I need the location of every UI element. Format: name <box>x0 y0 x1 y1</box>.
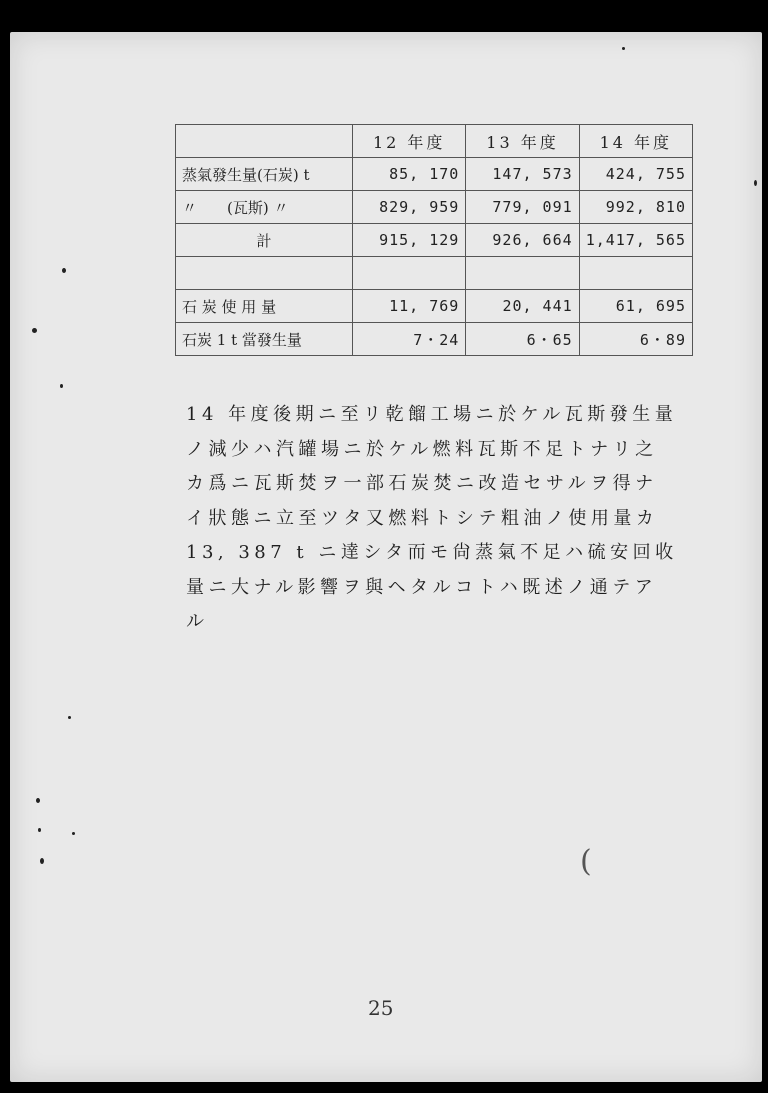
body-paragraph <box>186 398 756 640</box>
table-row <box>176 191 693 224</box>
table-cell: 779, 091 <box>466 191 579 224</box>
body-line: ル <box>186 611 209 632</box>
table-cell: 926, 664 <box>466 224 579 257</box>
data-table <box>175 124 693 356</box>
table-cell: 20, 441 <box>466 290 579 323</box>
table-cell: 6・65 <box>466 323 579 356</box>
row-label: 計 <box>176 224 353 257</box>
scan-speck <box>754 180 757 186</box>
table-row <box>176 323 693 356</box>
table-row <box>176 224 693 257</box>
scan-speck <box>622 47 625 50</box>
row-label <box>176 257 353 290</box>
scan-speck <box>62 268 66 273</box>
table-cell: 1,417, 565 <box>579 224 692 257</box>
table-cell: 424, 755 <box>579 158 692 191</box>
table-row <box>176 290 693 323</box>
body-line: カ爲ニ瓦斯焚ヲ一部石炭焚ニ改造セサルヲ得ナ <box>186 473 658 494</box>
scan-speck <box>36 798 40 803</box>
body-line: ノ減少ハ汽罐場ニ於ケル燃料瓦斯不足トナリ之 <box>186 438 658 460</box>
body-line: 14 年度後期ニ至リ乾餾工場ニ於ケル瓦斯發生量 <box>186 404 678 425</box>
body-line: 量ニ大ナル影響ヲ與ヘタルコトハ既述ノ通テア <box>186 576 658 598</box>
data-table-container <box>175 124 693 356</box>
header-cell-year-13: 13 年度 <box>466 125 579 158</box>
table-cell: 829, 959 <box>353 191 466 224</box>
table-cell: 992, 810 <box>579 191 692 224</box>
scan-speck <box>32 328 37 333</box>
table-cell: 915, 129 <box>353 224 466 257</box>
body-line: 13, 387 t ニ達シタ而モ尙蒸氣不足ハ硫安回收 <box>186 542 678 563</box>
row-label: 石 炭 使 用 量 <box>176 290 353 323</box>
row-label: 石炭 1 t 當發生量 <box>176 323 353 356</box>
body-line: イ狀態ニ立至ツタ又燃料トシテ粗油ノ使用量カ <box>186 507 659 529</box>
scan-speck <box>38 828 41 832</box>
table-cell: 61, 695 <box>579 290 692 323</box>
page-number: 25 <box>368 996 394 1020</box>
header-cell-year-12: 12 年度 <box>353 125 466 158</box>
header-cell-year-14: 14 年度 <box>579 125 692 158</box>
table-cell: 147, 573 <box>466 158 579 191</box>
table-cell: 6・89 <box>579 323 692 356</box>
scan-speck <box>40 858 44 864</box>
margin-mark: ( <box>580 844 592 879</box>
table-cell: 11, 769 <box>353 290 466 323</box>
scan-speck <box>60 384 63 388</box>
table-cell: 7・24 <box>353 323 466 356</box>
table-cell <box>579 257 692 290</box>
table-header-row <box>176 125 693 158</box>
scan-speck <box>72 832 75 835</box>
table-row <box>176 158 693 191</box>
scan-speck <box>68 716 71 719</box>
header-cell-blank <box>176 125 353 158</box>
table-cell <box>353 257 466 290</box>
row-label: 〃 (瓦斯) 〃 <box>176 191 353 224</box>
document-page <box>10 32 762 1082</box>
row-label: 蒸氣發生量(石炭) t <box>176 158 353 191</box>
table-row-empty <box>176 257 693 290</box>
table-cell <box>466 257 579 290</box>
table-cell: 85, 170 <box>353 158 466 191</box>
